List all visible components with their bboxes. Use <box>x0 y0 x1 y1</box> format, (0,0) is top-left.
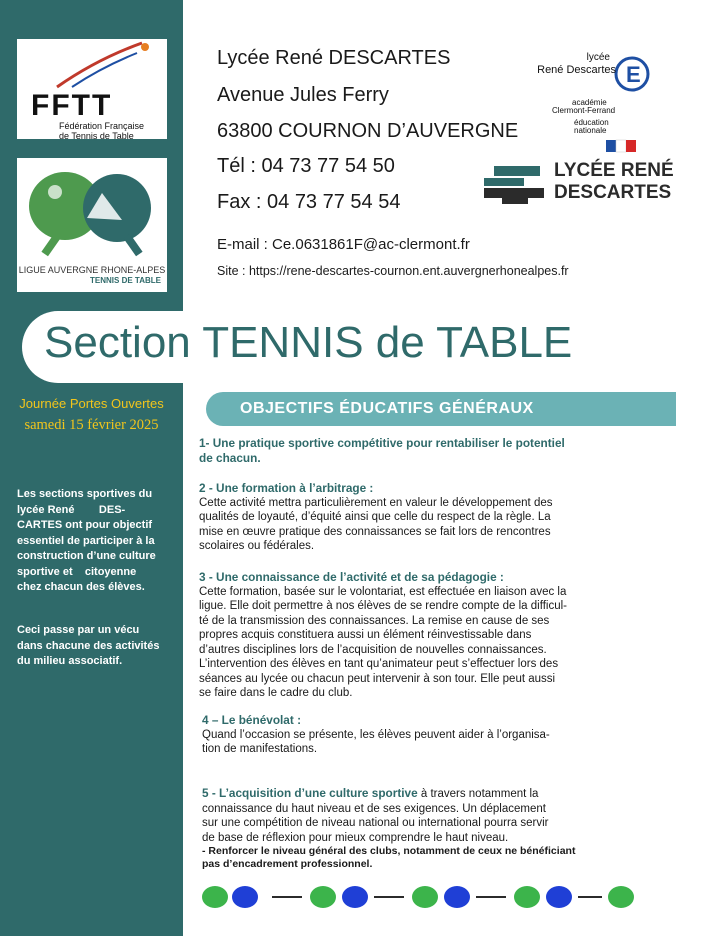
green-ball-icon <box>514 886 540 908</box>
sidebar-line: dans chacune des activités <box>17 639 160 652</box>
lycee-logo-line: lycée <box>586 52 610 63</box>
objective-heading: 4 – Le bénévolat : <box>202 713 301 727</box>
lycee-logo-line: DESCARTES <box>554 182 672 203</box>
sidebar-line: chez chacun des élèves. <box>17 581 145 593</box>
sidebar-line: du milieu associatif. <box>17 655 123 667</box>
objective-2 <box>199 481 629 554</box>
objective-3 <box>199 570 629 701</box>
objective-line: propres acquis constituera aussi un élément réinvestissable dans <box>199 629 532 641</box>
objective-line: scolaires ou fédérales. <box>199 540 315 552</box>
school-fax: Fax : 04 73 77 54 54 <box>217 191 401 213</box>
sidebar-line: construction d’une culture <box>17 550 156 562</box>
fftt-subtitle <box>59 121 159 141</box>
objective-line: d’autres disciplines lors de l’acquisition de nouvelles connaissances. <box>199 643 547 656</box>
sidebar-line: essentiel de participer à la <box>17 534 155 547</box>
school-website[interactable]: Site : https://rene-descartes-cournon.ent.auvergnerhonealpes.fr <box>217 264 569 278</box>
objective-line: té de la transmission des connaissances. La remise en cause de ses <box>199 614 550 627</box>
green-ball-icon <box>310 886 336 908</box>
objective-line: Cette formation, basée sur le volontariat, est effectuée en liaison avec la <box>199 585 567 598</box>
lycee-logo-line: LYCÉE RENÉ <box>554 160 674 181</box>
sidebar-line: CARTES ont pour objectif <box>17 519 153 531</box>
sidebar-line: lycée René DES- <box>17 503 126 516</box>
net-icon <box>272 896 302 898</box>
paddle-icon <box>17 158 167 263</box>
sidebar-paragraph-1 <box>17 487 167 596</box>
green-ball-icon <box>608 886 634 908</box>
objective-line: qualités de loyauté, d’équité ainsi que celle du respect de la règle. La <box>199 511 551 523</box>
sidebar-line: sportive et citoyenne <box>17 565 137 578</box>
objective-line: de base de réflexion pour mieux comprendre le haut niveau. <box>202 831 509 844</box>
net-icon <box>374 896 404 898</box>
ligue-logo <box>17 158 167 292</box>
objective-heading: 3 - Une connaissance de l’activité et de sa pédagogie : <box>199 570 504 584</box>
blue-ball-icon <box>232 886 258 908</box>
objective-heading: de chacun. <box>199 450 261 465</box>
net-icon <box>578 896 602 898</box>
sidebar-line: Ceci passe par un vécu <box>17 624 140 636</box>
lycee-logo-line: éducation <box>574 118 609 127</box>
objective-5 <box>202 786 632 871</box>
jpo-date: samedi 15 février 2025 <box>24 417 159 433</box>
fftt-logo <box>17 39 167 139</box>
objective-heading-rest: à travers notamment la <box>417 788 539 800</box>
objective-line: se faire dans le cadre du club. <box>199 687 353 699</box>
objective-line: Cette activité mettra particulièrement en valeur le développement des <box>199 496 553 509</box>
objective-line: Quand l’occasion se présente, les élèves peuvent aider à l’organisa- <box>202 728 550 741</box>
lycee-descartes-logo <box>480 160 674 208</box>
green-ball-icon <box>202 886 228 908</box>
net-icon <box>476 896 506 898</box>
objective-line: ligue. Elle doit permettre à nos élèves de se rendre compte de la difficul- <box>199 600 567 612</box>
svg-text:E: E <box>626 62 641 87</box>
objectives-title: OBJECTIFS ÉDUCATIFS GÉNÉRAUX <box>240 400 534 417</box>
blue-ball-icon <box>546 886 572 908</box>
objective-heading: 1- Une pratique sportive compétitive pour rentabiliser le potentiel <box>199 436 565 450</box>
blue-ball-icon <box>342 886 368 908</box>
lycee-logo-line: Clermont-Ferrand <box>552 106 616 115</box>
objective-line: mise en œuvre pratique des connaissances se fait lors de rencontres <box>199 525 551 538</box>
objective-extra-line: pas d’encadrement professionnel. <box>202 858 373 870</box>
objective-line: séances au lycée ou chacun peut intervenir à son tour. Elle peut aussi <box>199 672 556 685</box>
objective-line: L’intervention des élèves en tant qu’animateur peut s’effectuer lors des <box>199 658 559 670</box>
school-tel: Tél : 04 73 77 54 50 <box>217 155 395 177</box>
lycee-logo-line: René Descartes <box>537 64 616 76</box>
ligue-subtitle: TENNIS DE TABLE <box>90 276 161 285</box>
objective-line: sur une compétition de niveau national ou international pourra servir <box>202 817 549 829</box>
lycee-logo-line: nationale <box>574 126 607 135</box>
school-name: Lycée René DESCARTES <box>217 47 451 69</box>
jpo-label: Journée Portes Ouvertes <box>19 396 164 411</box>
school-email[interactable]: E-mail : Ce.0631861F@ac-clermont.fr <box>217 236 470 253</box>
green-ball-icon <box>412 886 438 908</box>
objective-heading-line <box>202 786 632 802</box>
lycee-building-icon <box>480 160 550 208</box>
fftt-subtitle-line: de Tennis de Table <box>59 131 134 141</box>
school-city: 63800 COURNON D’AUVERGNE <box>217 120 519 142</box>
objective-line: tion de manifestations. <box>202 743 318 755</box>
objective-heading: 5 - L’acquisition d’une culture sportive <box>202 786 418 800</box>
objective-4 <box>202 713 632 757</box>
objective-extra-line: - Renforcer le niveau général des clubs, notamment de ceux ne bénéficiant <box>202 845 576 857</box>
sidebar-line: Les sections sportives du <box>17 488 153 500</box>
fftt-subtitle-line: Fédération Française <box>59 121 145 131</box>
lycee-logo-line: académie <box>572 98 607 107</box>
objective-heading: 2 - Une formation à l’arbitrage : <box>199 481 374 495</box>
ball-strip <box>180 880 661 910</box>
lycee-logo <box>537 40 652 158</box>
section-title: Section TENNIS de TABLE <box>44 318 573 367</box>
ligue-name: LIGUE AUVERGNE RHONE-ALPES <box>18 265 166 275</box>
fftt-wordmark: FFTT <box>31 89 113 122</box>
school-street: Avenue Jules Ferry <box>217 84 389 106</box>
sidebar-paragraph-2 <box>17 623 167 670</box>
objective-line: connaissance du haut niveau et de ses exigences. Un déplacement <box>202 802 546 815</box>
blue-ball-icon <box>444 886 470 908</box>
objective-1 <box>199 436 629 465</box>
